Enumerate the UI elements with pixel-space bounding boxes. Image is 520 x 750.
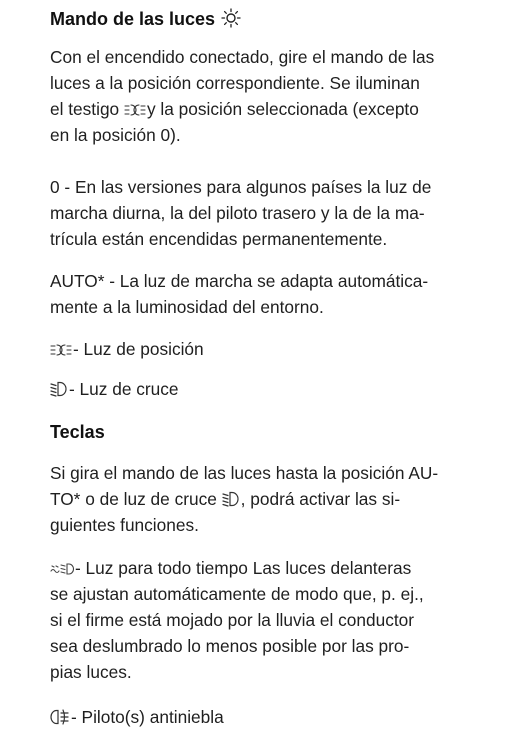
item-label: - Luz de cruce: [69, 379, 179, 399]
text-line: guientes funciones.: [50, 515, 199, 535]
position-light-icon: [124, 103, 146, 117]
text-line: [50, 336, 505, 362]
text-line: AUTO* - La luz de marcha se adapta automática-: [50, 271, 429, 291]
section-title-text: Mando de las luces: [50, 9, 216, 29]
section-title-keys: Teclas: [50, 422, 105, 442]
text-line: marcha diurna, la del piloto trasero y la de la ma-: [50, 203, 425, 223]
item-low-beam: [50, 376, 505, 402]
text-line: se ajustan automáticamente de modo que, p. ej.,: [50, 584, 424, 604]
text-line: [50, 704, 505, 730]
paragraph-ignition: [50, 44, 505, 148]
low-beam-icon: [222, 491, 240, 507]
text-line: luces a la posición correspondiente. Se iluminan: [50, 73, 420, 93]
paragraph-keys: [50, 460, 505, 538]
text-line: trícula están encendidas permanentemente.: [50, 229, 388, 249]
text-fragment: - Luz para todo tiempo Las luces delanteras: [75, 558, 412, 578]
text-line: sea deslumbrado lo menos posible por las pro-: [50, 636, 410, 656]
text-line: mente a la luminosidad del entorno.: [50, 297, 324, 317]
all-weather-light-icon: [50, 562, 74, 576]
position-light-icon: [50, 343, 72, 357]
text-line: si el firme está mojado por la lluvia el conductor: [50, 610, 415, 630]
section-title-light-switch: [50, 8, 243, 30]
text-line: [50, 96, 505, 122]
text-line: [50, 486, 505, 512]
text-line: 0 - En las versiones para algunos países la luz de: [50, 177, 432, 197]
item-position-light: [50, 336, 505, 362]
text-line: Si gira el mando de las luces hasta la posición AU-: [50, 463, 439, 483]
text-fragment: TO* o de luz de cruce: [50, 489, 217, 509]
sun-icon: [220, 8, 242, 28]
paragraph-all-weather: [50, 555, 505, 685]
item-label: - Piloto(s) antiniebla: [71, 707, 224, 727]
item-rear-fog: [50, 704, 505, 730]
rear-fog-light-icon: [50, 709, 70, 725]
item-label: - Luz de posición: [73, 339, 204, 359]
text-line: Con el encendido conectado, gire el mando de las: [50, 47, 435, 67]
paragraph-auto: [50, 268, 505, 320]
low-beam-icon: [50, 381, 68, 397]
text-line: [50, 376, 505, 402]
paragraph-position-0: [50, 174, 505, 252]
text-fragment: el testigo: [50, 99, 120, 119]
text-fragment: , podrá activar las si-: [240, 489, 401, 509]
text-line: en la posición 0).: [50, 125, 181, 145]
text-line: pias luces.: [50, 662, 132, 682]
text-line: [50, 555, 505, 581]
text-fragment: y la posición seleccionada (excepto: [146, 99, 419, 119]
